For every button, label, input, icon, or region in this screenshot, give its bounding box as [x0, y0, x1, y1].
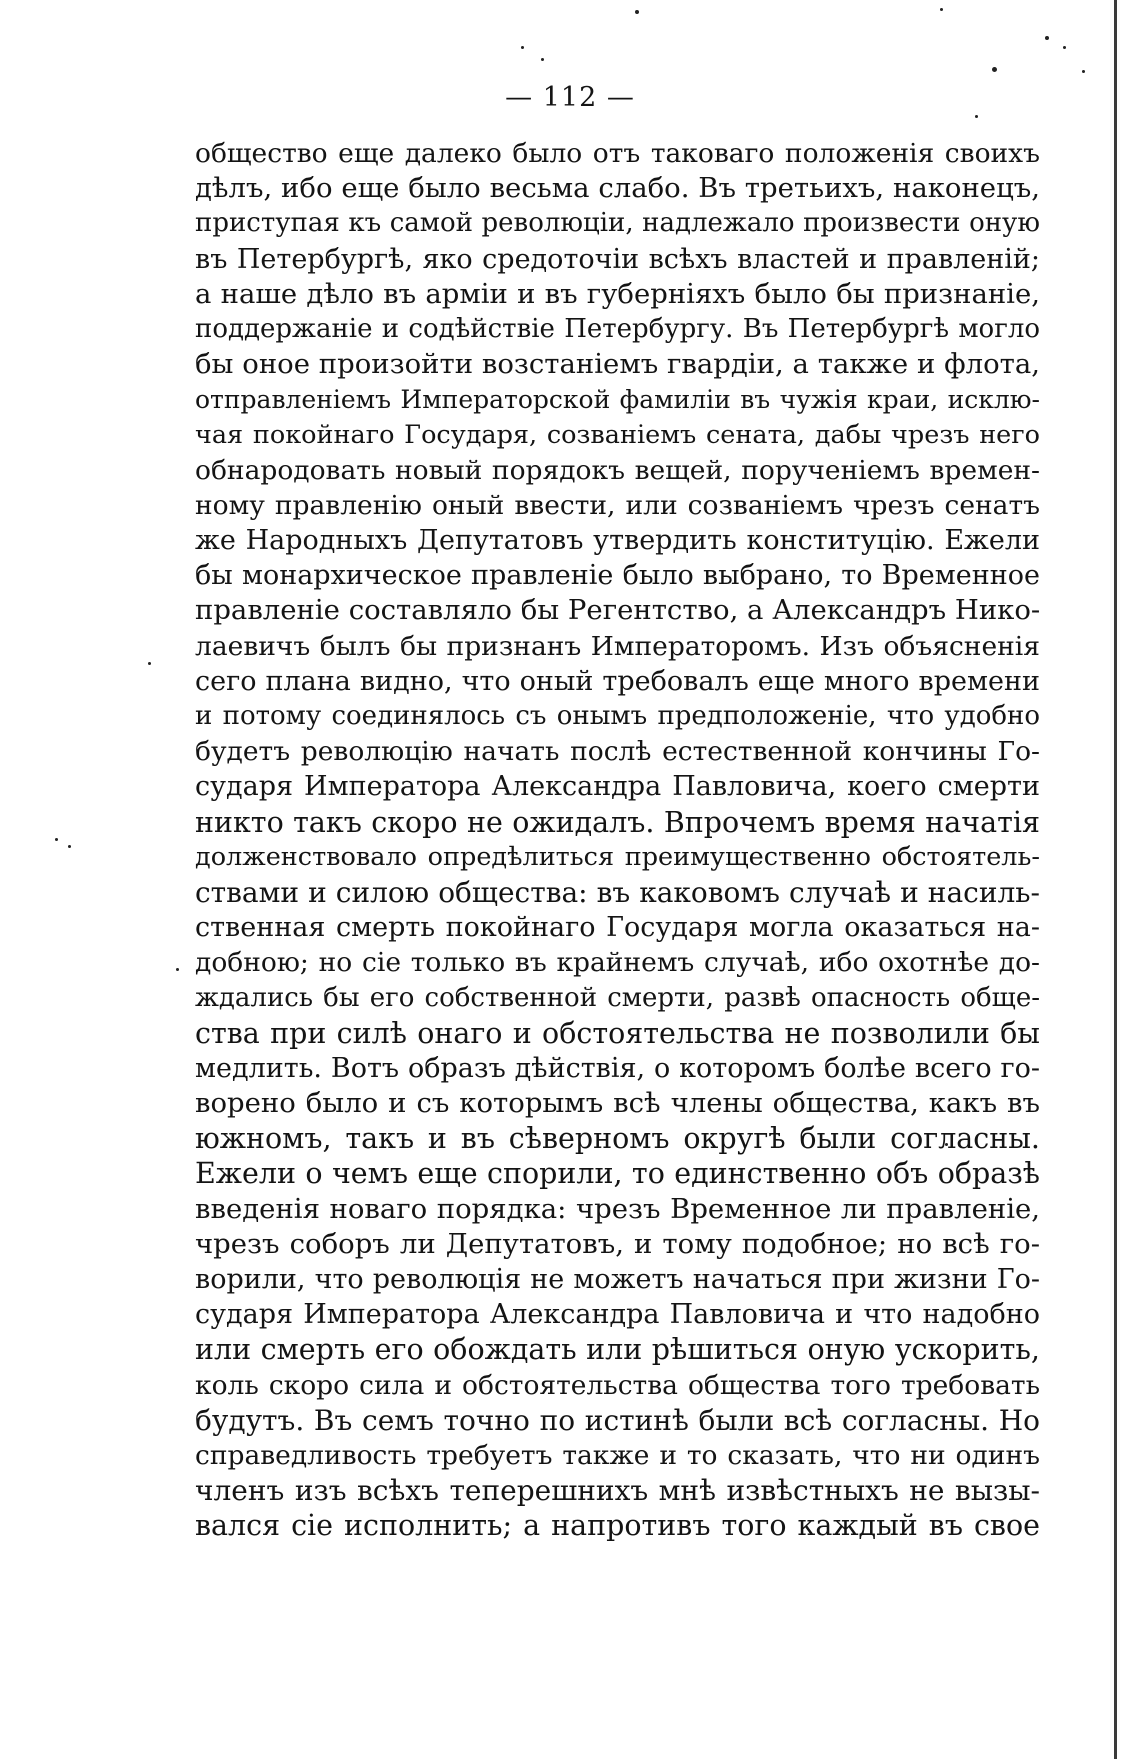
print-speck [521, 46, 524, 49]
text-line: обнародовать новый порядокъ вещей, порученіемъ времен- [195, 454, 1040, 486]
text-line: чрезъ соборъ ли Депутатовъ, и тому подобное; но всѣ го- [195, 1227, 1040, 1260]
text-line: никто такъ скоро не ожидалъ. Впрочемъ время начатія [195, 805, 1040, 839]
text-line: вался сіе исполнить; а напротивъ того каждый въ свое [195, 1509, 1040, 1543]
text-line: Ежели о чемъ еще спорили, то единственно объ образѣ [195, 1157, 1040, 1191]
print-speck [992, 67, 997, 72]
print-speck [541, 58, 544, 61]
text-line: или смерть его обождать или рѣшиться оную ускорить, [195, 1333, 1040, 1367]
text-line: и потому соединялось съ онымъ предположеніе, что удобно [195, 701, 1040, 731]
text-line: ворено было и съ которымъ всѣ члены общества, какъ въ [195, 1087, 1040, 1120]
text-line: чая покойнаго Государя, созваніемъ сената, дабы чрезъ него [195, 419, 1040, 450]
text-line: приступая къ самой революціи, надлежало произвести оную [195, 208, 1040, 239]
print-speck [68, 845, 71, 848]
text-line: ному правленію оный ввести, или созваніемъ чрезъ сенатъ [195, 489, 1040, 521]
print-speck [1045, 36, 1049, 40]
text-line: сударя Императора Александра Павловича и что надобно [195, 1299, 1040, 1331]
print-speck [148, 662, 151, 665]
text-line: южномъ, такъ и въ сѣверномъ округѣ были согласны. [195, 1122, 1040, 1156]
text-line: правленіе составляло бы Регентство, а Александръ Нико- [195, 594, 1041, 627]
print-speck [635, 10, 639, 14]
text-line: бы монархическое правленіе было выбрано, то Временное [195, 560, 1040, 592]
text-line: справедливость требуетъ также и то сказать, что ни одинъ [195, 1439, 1040, 1471]
print-speck [1082, 70, 1085, 73]
text-line: сударя Императора Александра Павловича, коего смерти [195, 771, 1040, 803]
text-line: поддержаніе и содѣйствіе Петербургу. Въ Петербургѣ могло [195, 313, 1040, 344]
text-line: а наше дѣло въ арміи и въ губерніяхъ было бы признаніе, [195, 277, 1040, 310]
text-line: въ Петербургѣ, яко средоточіи всѣхъ властей и правленій; [195, 243, 1040, 275]
text-line: коль скоро сила и обстоятельства общества того требовать [195, 1369, 1040, 1401]
text-line: будетъ революцію начать послѣ естественной кончины Го- [195, 736, 1040, 768]
text-line: медлить. Вотъ образъ дѣйствія, о которомъ болѣе всего го- [195, 1052, 1040, 1084]
page-number: — 112 — [505, 82, 635, 113]
body-text [195, 136, 1040, 1544]
text-line: долженствовало опредѣлиться преимущественно обстоятель- [195, 841, 1040, 872]
text-line: членъ изъ всѣхъ теперешнихъ мнѣ извѣстныхъ не вызы- [195, 1474, 1040, 1508]
text-line: сего плана видно, что оный требовалъ еще много времени [195, 665, 1040, 697]
print-speck [1063, 46, 1066, 49]
text-line: отправленіемъ Императорской фамиліи въ чужія краи, исклю- [195, 385, 1040, 415]
print-speck [55, 838, 58, 841]
print-speck [940, 8, 943, 11]
print-speck [975, 115, 978, 118]
text-line: же Народныхъ Депутатовъ утвердить конституцію. Ежели [195, 525, 1040, 557]
text-line: дѣлъ, ибо еще было весьма слабо. Въ третьихъ, наконецъ, [195, 172, 1040, 205]
text-line: ственная смерть покойнаго Государя могла оказаться на- [195, 912, 1040, 944]
text-line: ворили, что революція не можетъ начаться при жизни Го- [195, 1264, 1040, 1295]
text-line: ствами и силою общества: въ каковомъ случаѣ и насиль- [195, 875, 1040, 909]
text-line: будутъ. Въ семъ точно по истинѣ были всѣ согласны. Но [195, 1403, 1040, 1437]
page-edge-rule [1114, 0, 1117, 1759]
text-line: ждались бы его собственной смерти, развѣ опасность обще- [195, 982, 1040, 1013]
text-line: добною; но сіе только въ крайнемъ случаѣ, ибо охотнѣе до- [195, 947, 1040, 979]
print-speck [176, 968, 179, 971]
text-line: введенія новаго порядка: чрезъ Временное ли правленіе, [195, 1192, 1040, 1225]
text-line: лаевичъ былъ бы признанъ Императоромъ. Изъ объясненія [195, 630, 1040, 662]
text-line: ства при силѣ онаго и обстоятельства не позволили бы [195, 1016, 1040, 1050]
text-line: бы оное произойти возстаніемъ гвардіи, а также и флота, [195, 348, 1040, 381]
text-line: общество еще далеко было отъ таковаго положенія своихъ [195, 138, 1040, 169]
